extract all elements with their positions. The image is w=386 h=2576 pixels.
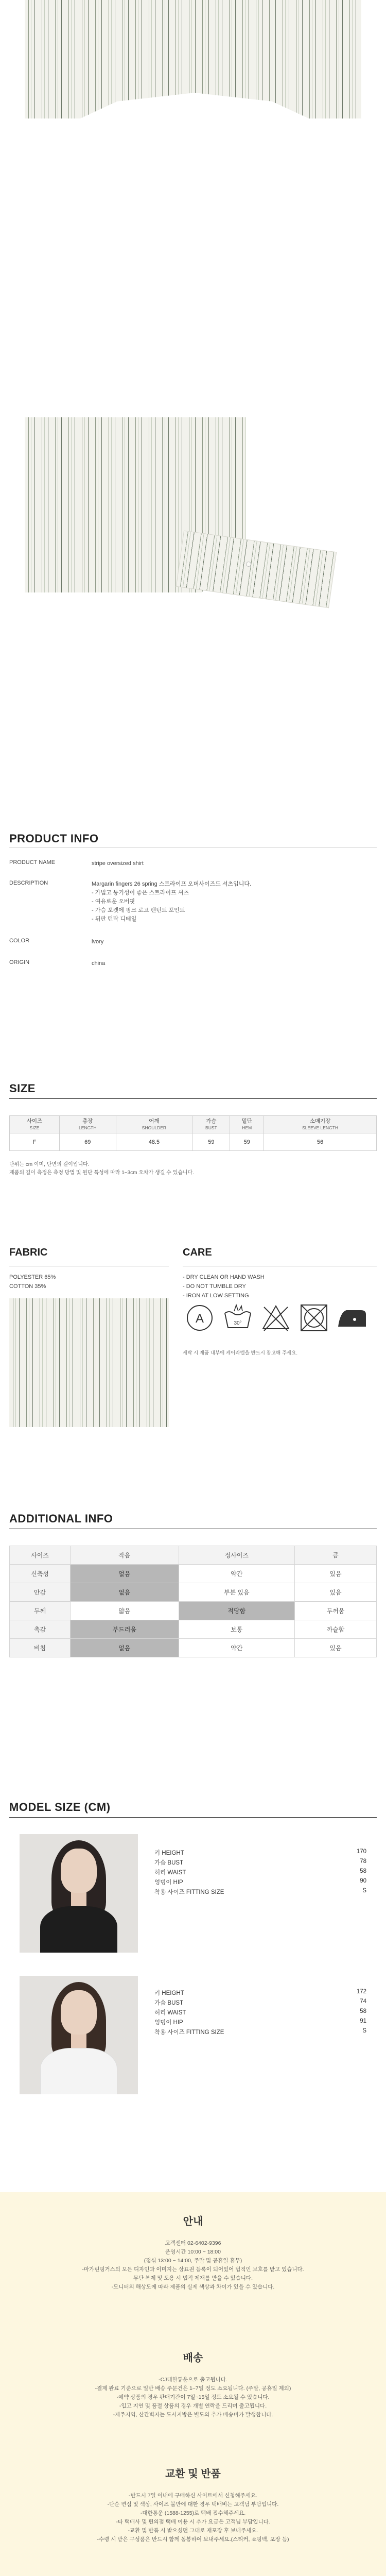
notice-line: -결제 완료 기준으로 일반 배송 주문건은 1~7일 정도 소요됩니다. (주말, 공휴일 제외) xyxy=(95,2385,291,2392)
fabric-swatch-image xyxy=(9,1298,169,1427)
size-cell: 69 xyxy=(60,1133,116,1151)
no-tumble-dry-icon xyxy=(297,1301,331,1335)
hand-wash-icon xyxy=(221,1301,255,1335)
svg-text:A: A xyxy=(195,1312,204,1326)
model-stat-row: 가슴 BUST 78 xyxy=(154,1858,366,1866)
low-iron-icon xyxy=(335,1301,369,1335)
notice-exchange xyxy=(0,2465,386,2544)
size-table xyxy=(9,1115,377,1151)
option: 있음 xyxy=(294,1639,376,1657)
fabric-title: FABRIC xyxy=(9,1247,48,1258)
divider xyxy=(9,1817,377,1818)
option-selected: 적당함 xyxy=(179,1602,294,1620)
model-2-stats xyxy=(154,1989,366,2038)
additional-row-sheer xyxy=(10,1639,377,1657)
model-stat-row: 착용 사이즈 FITTING SIZE S xyxy=(154,2028,366,2036)
size-notes xyxy=(9,1161,194,1177)
size-col-shoulder: 어깨 SHOULDER xyxy=(116,1116,192,1133)
notice-line: -마가린핑거스의 모든 디자인과 이미지는 상표권 등록이 되어있어 법적인 보호를 받고 있습니다. xyxy=(82,2266,304,2273)
dry-clean-icon xyxy=(183,1301,217,1335)
size-cell: F xyxy=(10,1133,60,1151)
notice-line: 운영시간 10:00 ~ 18:00 xyxy=(165,2249,221,2255)
fabric-line: COTTON 35% xyxy=(9,1283,46,1290)
additional-col: 정사이즈 xyxy=(179,1546,294,1565)
info-value: stripe oversized shirt xyxy=(92,860,144,867)
model-top xyxy=(40,1906,117,1953)
info-key: COLOR xyxy=(9,938,30,944)
product-photo-sleeve xyxy=(25,417,361,603)
fabric-line: POLYESTER 65% xyxy=(9,1274,56,1280)
notice-title: 배송 xyxy=(183,2352,203,2364)
care-note: 세탁 시 제품 내부에 케어라벨을 반드시 참고해 주세요. xyxy=(183,1350,298,1356)
notice-line: -타 택배사 및 편의점 택배 이용 시 추가 요금은 고객님 부담입니다. xyxy=(116,2519,270,2525)
product-photo-back xyxy=(25,0,361,122)
model-stat-row: 가슴 BUST 74 xyxy=(154,1998,366,2006)
row-label: 신축성 xyxy=(10,1565,71,1583)
care-line: - DO NOT TUMBLE DRY xyxy=(183,1283,246,1290)
size-cell: 59 xyxy=(192,1133,230,1151)
notice-line: (점심 13:00 ~ 14:00, 주말 및 공휴일 휴무) xyxy=(144,2258,242,2264)
additional-col: 사이즈 xyxy=(10,1546,71,1565)
notice-guide xyxy=(0,2213,386,2292)
fabric-section xyxy=(9,1247,169,1291)
notice-line: -반드시 7일 이내에 구매하신 사이트에서 신청해주세요. xyxy=(129,2493,257,2499)
cuff-button xyxy=(246,562,251,567)
model-photo-2 xyxy=(20,1976,138,2094)
notice-line: 무단 복제 및 도용 시 법적 제재를 받을 수 있습니다. xyxy=(133,2275,253,2281)
row-label: 두께 xyxy=(10,1602,71,1620)
model-stat-row: 키 HEIGHT 172 xyxy=(154,1989,366,1996)
size-col-sleeve: 소매기장 SLEEVE LENGTH xyxy=(264,1116,377,1133)
model-stat-row: 허리 WAIST 58 xyxy=(154,1868,366,1876)
notice-title: 안내 xyxy=(183,2216,203,2227)
size-table-row xyxy=(10,1133,377,1151)
notice-line: -CJ대한통운으로 출고됩니다. xyxy=(159,2377,227,2383)
notice-line: -제주지역, 산간벽지는 도서지방은 별도의 추가 배송비가 발생합니다. xyxy=(113,2412,273,2418)
info-key: DESCRIPTION xyxy=(9,880,48,886)
info-key: PRODUCT NAME xyxy=(9,859,56,866)
option-selected: 없음 xyxy=(71,1639,179,1657)
option: 약간 xyxy=(179,1565,294,1583)
care-line: - DRY CLEAN OR HAND WASH xyxy=(183,1274,265,1280)
info-value: ivory xyxy=(92,939,104,945)
size-title: SIZE xyxy=(9,1082,36,1095)
option: 약간 xyxy=(179,1639,294,1657)
no-bleach-icon xyxy=(259,1301,293,1335)
option: 보통 xyxy=(179,1620,294,1639)
size-cell: 48.5 xyxy=(116,1133,192,1151)
model-face xyxy=(61,1990,97,2035)
additional-col: 작음 xyxy=(71,1546,179,1565)
notice-line: 고객센터 02-6402-9396 xyxy=(165,2240,221,2246)
notice-title: 교환 및 반품 xyxy=(165,2468,221,2480)
notice-panel xyxy=(0,2192,386,2576)
model-size-title: MODEL SIZE (CM) xyxy=(9,1801,111,1814)
row-label: 촉감 xyxy=(10,1620,71,1639)
product-info-title: PRODUCT INFO xyxy=(9,832,99,845)
option: 얇음 xyxy=(71,1602,179,1620)
svg-text:30°: 30° xyxy=(234,1320,242,1326)
row-label: 비침 xyxy=(10,1639,71,1657)
model-stat-row: 착용 사이즈 FITTING SIZE S xyxy=(154,1888,366,1895)
notice-line: -모니터의 해상도에 따라 제품의 실제 색상과 차이가 있을 수 있습니다. xyxy=(111,2284,275,2290)
model-photo-1 xyxy=(20,1834,138,1953)
model-top xyxy=(40,2048,117,2094)
notice-line: -예약 상품의 경우 판매기간이 7일~15일 정도 소요될 수 있습니다. xyxy=(116,2394,270,2400)
model-1-stats xyxy=(154,1849,366,1897)
option-selected: 없음 xyxy=(71,1565,179,1583)
additional-info-table xyxy=(9,1546,377,1657)
care-icons xyxy=(183,1301,377,1347)
info-value: Margarin fingers 26 spring 스트라이프 오버사이즈드 셔츠입니다. - 가볍고 통기성이 좋은 스트라이프 셔츠 - 여유로운 오버핏 - 가슴 포켓에 핑크 로고 팬턴트 포인트 - 뒤판 턴탁 디테일 xyxy=(92,881,252,922)
cuff-image xyxy=(176,531,337,608)
option-selected: 없음 xyxy=(71,1583,179,1602)
model-stat-row: 엉덩이 HIP 91 xyxy=(154,2018,366,2026)
additional-col: 큼 xyxy=(294,1546,376,1565)
size-col-hem: 밑단 HEM xyxy=(230,1116,264,1133)
size-cell: 56 xyxy=(264,1133,377,1151)
option: 두꺼움 xyxy=(294,1602,376,1620)
model-stat-row: 키 HEIGHT 170 xyxy=(154,1849,366,1856)
care-section xyxy=(183,1247,377,1300)
notice-line: -수령 시 받은 구성품은 반드시 함께 동봉하여 보내주세요.(스티커, 쇼핑백, 포장 등) xyxy=(97,2536,289,2543)
size-note-line: 단위는 cm 이며, 단면의 길이입니다. xyxy=(9,1162,90,1167)
size-col-bust: 가슴 BUST xyxy=(192,1116,230,1133)
info-value: china xyxy=(92,960,106,967)
option-selected: 부드러움 xyxy=(71,1620,179,1639)
additional-row-stretch xyxy=(10,1565,377,1583)
model-face xyxy=(61,1849,97,1893)
care-line: - IRON AT LOW SETTING xyxy=(183,1293,249,1299)
size-col-length: 총장 LENGTH xyxy=(60,1116,116,1133)
size-cell: 59 xyxy=(230,1133,264,1151)
size-note-line: 제품의 길이 측정은 측정 방법 및 원단 특성에 따라 1~3cm 오차가 생길 수 있습니다. xyxy=(9,1170,194,1176)
additional-row-thickness xyxy=(10,1602,377,1620)
info-key: ORIGIN xyxy=(9,959,30,965)
additional-row-lining xyxy=(10,1583,377,1602)
option: 있음 xyxy=(294,1583,376,1602)
care-title: CARE xyxy=(183,1247,212,1258)
option: 부분 있음 xyxy=(179,1583,294,1602)
additional-row-touch xyxy=(10,1620,377,1639)
size-table-header xyxy=(10,1116,377,1133)
additional-info-header xyxy=(10,1546,377,1565)
additional-info-title: ADDITIONAL INFO xyxy=(9,1512,113,1525)
model-stat-row: 엉덩이 HIP 90 xyxy=(154,1878,366,1886)
option: 있음 xyxy=(294,1565,376,1583)
notice-line: -단순 변심 및 색상, 사이즈 불만에 대한 경우 택배비는 고객님 부담입니다. xyxy=(107,2501,279,2507)
option: 까슬함 xyxy=(294,1620,376,1639)
notice-shipping xyxy=(0,2349,386,2419)
notice-line: -대한통운 (1588-1255)로 택배 접수해주세요. xyxy=(140,2510,246,2516)
notice-line: -입고 지연 및 품절 상품의 경우 개별 연락을 드리며 출고됩니다. xyxy=(119,2403,267,2409)
notice-line: -교환 및 반품 시 받으셨던 그대로 재포장 후 보내주세요. xyxy=(128,2528,258,2534)
row-label: 안감 xyxy=(10,1583,71,1602)
model-stat-row: 허리 WAIST 58 xyxy=(154,2008,366,2016)
divider xyxy=(9,1098,377,1099)
size-col-size: 사이즈 SIZE xyxy=(10,1116,60,1133)
